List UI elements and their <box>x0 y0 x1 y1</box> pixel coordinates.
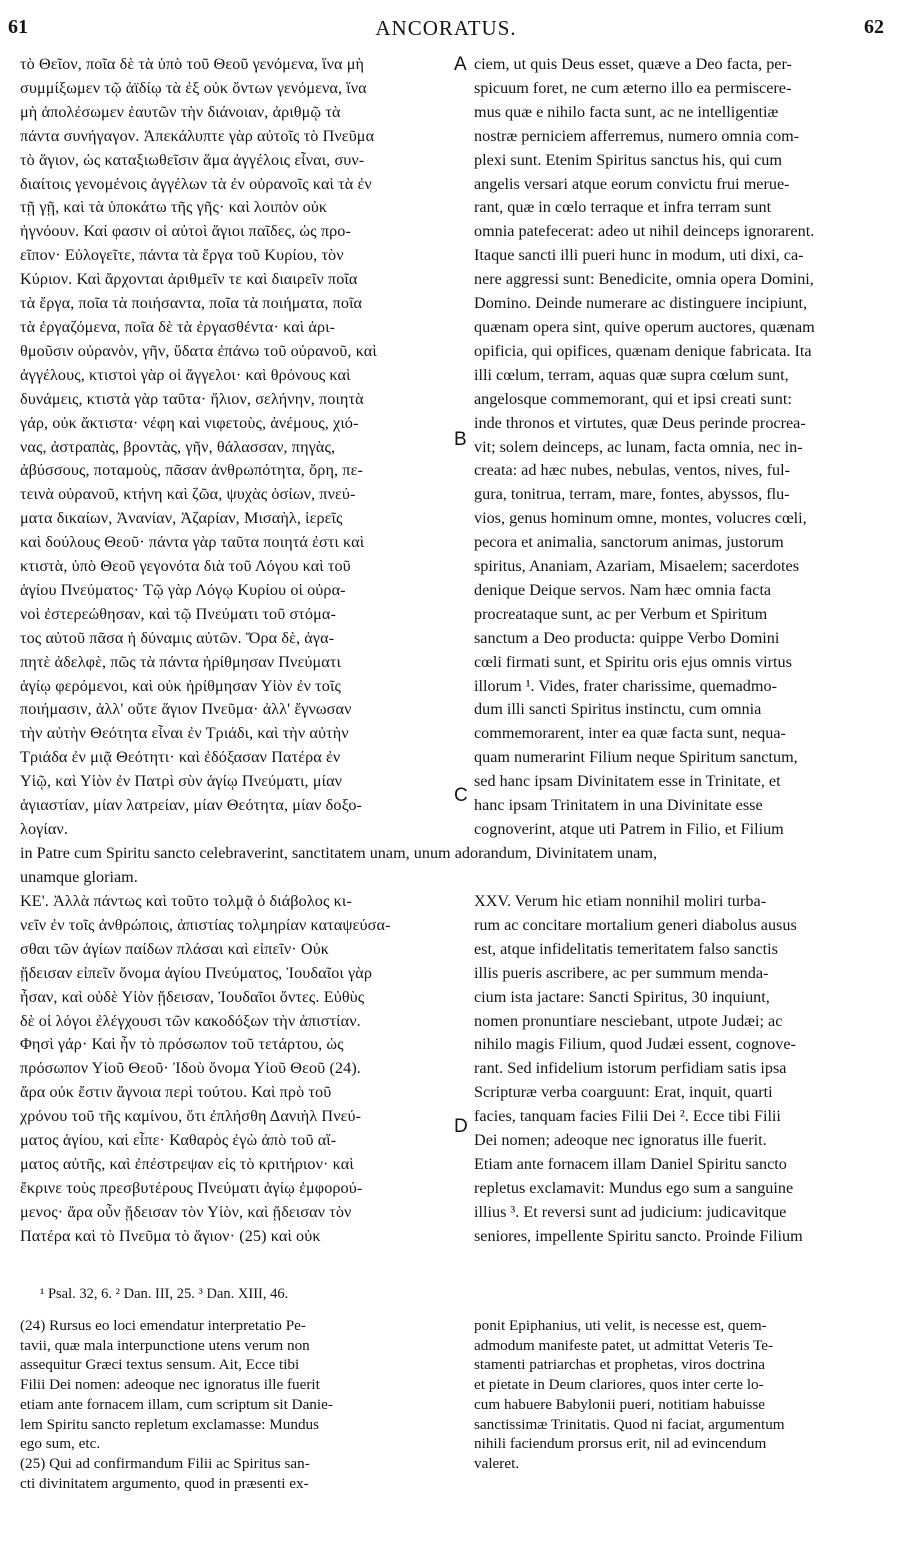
latin-line: sanctum a Deo producta: quippe Verbo Domini <box>474 628 780 647</box>
greek-line: ἦσαν, καὶ οὐδὲ Υἱὸν ᾔδεισαν, Ἰουδαῖοι ὄντες. Εὐθὺς <box>20 987 365 1006</box>
footnote-line: assequitur Græci textus sensum. Ait, Ecce tibi <box>20 1356 300 1374</box>
latin-line: cium ista jactare: Sancti Spiritus, 30 inquiunt, <box>474 987 770 1006</box>
margin-marker-b: B <box>454 429 467 450</box>
greek-line: ματος ἁγίου, καὶ εἶπε· Καθαρὸς ἐγὼ ἀπὸ τοῦ αἵ- <box>20 1131 337 1150</box>
margin-marker-c: C <box>454 785 468 806</box>
greek-line: ποιήμασιν, ἀλλ' οὔτε ἅγιον Πνεῦμα· ἀλλ' ἔγνωσαν <box>20 700 352 719</box>
greek-line: τεινὰ οὐρανοῦ, κτήνη καὶ ζῶα, ψυχὰς ὁσίων, πνεύ- <box>20 485 356 504</box>
footnote-line: ego sum, etc. <box>20 1435 101 1453</box>
greek-line: ἔκρινε τοὺς πρεσβυτέρους Πνεύματι ἁγίῳ ἐμφορού- <box>20 1178 363 1197</box>
footnote-line: cti divinitatem argumento, quod in præsenti ex- <box>20 1474 309 1492</box>
greek-line: λογίαν. <box>20 820 68 838</box>
latin-line: angelis versari atque eorum convictu frui merue- <box>474 174 790 193</box>
latin-line: nostræ perniciem afferremus, numero omnia com- <box>474 126 800 145</box>
running-header <box>8 16 884 44</box>
latin-line: Etiam ante fornacem illam Daniel Spiritu sancto <box>474 1154 787 1173</box>
greek-line: θμοῦσιν οὐρανὸν, γῆν, ὕδατα ἐπάνω τοῦ οὐρανοῦ, καὶ <box>20 341 377 360</box>
greek-line: Τριάδα ἐν μιᾷ Θεότητι· καὶ ἐδόξασαν Πατέρα ἐν <box>20 748 341 767</box>
footnote-line: Filii Dei nomen: adeoque nec ignoratus ille fuerit <box>20 1376 320 1394</box>
greek-line: τὴν αὐτὴν Θεότητα εἶναι ἐν Τριάδι, καὶ τὴν αὐτὴν <box>20 724 349 743</box>
latin-line: Scripturæ verba coarguunt: Erat, inquit, quarti <box>474 1083 773 1102</box>
latin-line: Dei nomen; adeoque nec ignoratus ille fuerit. <box>474 1131 767 1150</box>
latin-line: Domino. Deinde numerare ac distinguere incipiunt, <box>474 294 808 313</box>
greek-line: καὶ δούλους Θεοῦ· πάντα γὰρ ταῦτα ποιητά ἐστι καὶ <box>20 533 365 552</box>
footnote-line: ponit Epiphanius, uti velit, is necesse est, quem- <box>474 1317 767 1334</box>
latin-line: facies, tanquam facies Filii Dei ². Ecce tibi Filii <box>474 1107 781 1126</box>
full-width-line: unamque gloriam. <box>20 867 138 886</box>
greek-line: νοὶ ἐστερεώθησαν, καὶ τῷ Πνεύματι τοῦ στόμα- <box>20 604 336 623</box>
latin-line: XXV. Verum hic etiam nonnihil moliri turba- <box>474 892 767 910</box>
latin-line: pecora et animalia, sanctorum animas, justorum <box>474 533 784 552</box>
latin-text-column <box>474 53 884 842</box>
latin-line: plexi sunt. Etenim Spiritus sanctus his, qui cum <box>474 150 782 169</box>
latin-line: illius ³. Et reversi sunt ad judicium: judicavitque <box>474 1202 787 1221</box>
greek-line: τὰ ἔργα, ποῖα τὰ ποιήσαντα, ποῖα τὰ ποιήματα, ποῖα <box>20 294 363 313</box>
footnote-line: cum habuere Babylonii pueri, notitiam habuisse <box>474 1395 766 1413</box>
latin-line: nomen pronuntiare nesciebant, utpote Judæi; ac <box>474 1011 783 1030</box>
latin-line: ciem, ut quis Deus esset, quæve a Deo facta, per- <box>474 55 792 73</box>
greek-line: δὲ οἱ λόγοι ἐλέγχουσι τῶν κακοδόξων τὴν ἀπιστίαν. <box>20 1011 361 1030</box>
greek-line: χρόνου τοῦ τῆς καμίνου, ὅτι ἐπλήσθη Δανιὴλ Πνεύ- <box>20 1107 362 1126</box>
latin-line: nihilo magis Filium, quod Judæi essent, cognove- <box>474 1035 796 1054</box>
greek-line: δυνάμεις, κτιστὰ γὰρ ταῦτα· ἥλιον, σελήνην, ποιητὰ <box>20 389 364 408</box>
greek-line: ἁγίῳ φερόμενοι, καὶ οὐκ ἠρίθμησαν Υἱὸν ἐν τοῖς <box>20 676 341 695</box>
latin-line: quænam opera sint, quive operum auctores, quænam <box>474 317 815 336</box>
latin-line: seniores, impellente Spiritu sancto. Proinde Filium <box>474 1226 803 1245</box>
greek-line: μενος· ἄρα οὖν ᾔδεισαν τὸν Υἱὸν, καὶ ᾔδεισαν τὸν <box>20 1202 352 1221</box>
greek-line: κτιστὰ, ὑπὸ Θεοῦ γεγονότα διὰ τοῦ Λόγου καὶ τοῦ <box>20 557 351 576</box>
greek-line: τος αὐτοῦ πᾶσα ἡ δύναμις αὐτῶν. Ὅρα δὲ, ἀγα- <box>20 628 335 647</box>
greek-line: ἀγγέλους, κτιστοὶ γὰρ οἱ ἄγγελοι· καὶ θρόνους καὶ <box>20 365 351 384</box>
footnotes-left <box>20 1316 452 1493</box>
greek-line: διαίτοις γενομένοις ἀγγέλων τὰ ἐν οὐρανοῖς καὶ τὰ ἐν <box>20 174 372 193</box>
page-title: ANCORATUS. <box>375 16 517 40</box>
latin-line: illi cœlum, terram, aquas quæ supra cœlum sunt, <box>474 365 789 384</box>
greek-text-column-2 <box>20 890 452 1249</box>
footnote-line: etiam ante fornacem illam, cum scriptum sit Danie- <box>20 1395 333 1413</box>
greek-line: σθαι τῶν ἁγίων παίδων πλάσαι καὶ εἰπεῖν· Οὐκ <box>20 939 330 958</box>
footnotes-right <box>474 1316 884 1474</box>
greek-line: ματα δικαίων, Ἀνανίαν, Ἀζαρίαν, Μισαὴλ, ἱερεῖς <box>20 509 343 528</box>
margin-marker-d: D <box>454 1116 468 1137</box>
latin-line: gura, tonitrua, terram, mare, fontes, abyssos, flu- <box>474 485 790 504</box>
latin-line: vit; solem deinceps, ac lunam, facta omnia, nec in- <box>474 437 803 456</box>
greek-line: νεῖν ἐν τοῖς ἀνθρώποις, ἀπιστίας τολμηρίαν καταψεύσα- <box>20 915 391 934</box>
greek-line: ἄρα οὐκ ἔστιν ἄγνοια περὶ τούτου. Καὶ πρὸ τοῦ <box>20 1083 332 1102</box>
greek-line: πητὲ ἀδελφὲ, πῶς τὰ πάντα ἠρίθμησαν Πνεύματι <box>20 652 341 671</box>
greek-line: πρόσωπον Υἱοῦ Θεοῦ· Ἰδοὺ ὄνομα Υἱοῦ Θεοῦ (24). <box>20 1059 361 1078</box>
margin-marker-a: A <box>454 54 467 75</box>
full-width-text <box>20 842 884 890</box>
greek-line: ἀβύσσους, ποταμοὺς, πᾶσαν ἀνθρωπότητα, ὄρη, πε- <box>20 461 363 480</box>
latin-line: opificia, qui opifices, quænam denique fabricata. Ita <box>474 341 812 360</box>
greek-line: γάρ, οὐκ ἄκτιστα· νέφη καὶ νιφετοὺς, ἀνέμους, χιό- <box>20 413 359 432</box>
latin-line: spiritus, Ananiam, Azariam, Misaelem; sacerdotes <box>474 557 800 576</box>
latin-line: nere aggressi sunt: Benedicite, omnia opera Domini, <box>474 270 814 289</box>
greek-line: εῖπον· Εὐλογεῖτε, πάντα τὰ ἔργα τοῦ Κυρίου, τὸν <box>20 246 344 265</box>
greek-line: πάντα συνήγαγον. Ἀπεκάλυπτε γὰρ αὐτοῖς τὸ Πνεῦμα <box>20 126 375 145</box>
greek-line: ΚΕ'. Ἀλλὰ πάντως καὶ τοῦτο τολμᾷ ὁ διάβολος κι- <box>20 892 352 910</box>
footnote-line: (25) Qui ad confirmandum Filii ac Spiritus san- <box>20 1454 310 1472</box>
greek-line: Πατέρα καὶ τὸ Πνεῦμα τὸ ἅγιον· (25) καὶ οὐκ <box>20 1226 321 1245</box>
latin-line: hanc ipsam Trinitatem in una Divinitate esse <box>474 796 763 815</box>
latin-line: cognoverint, atque uti Patrem in Filio, et Filium <box>474 820 784 838</box>
latin-line: illis pueris ascribere, ac per summum menda- <box>474 963 769 982</box>
footnote-line: valeret. <box>474 1454 520 1472</box>
footnote-line: et pietate in Deum clariores, quos inter certe lo- <box>474 1376 764 1394</box>
greek-line: ἠγνόουν. Καί φασιν οἱ αὐτοὶ ἅγιοι παῖδες, ὡς προ- <box>20 222 351 241</box>
latin-line: spicuum foret, ne cum æterno illo ea permiscere- <box>474 78 792 97</box>
greek-line: Υἱῷ, καὶ Υἱὸν ἐν Πατρὶ σὺν ἁγίῳ Πνεύματι, μίαν <box>20 772 343 791</box>
greek-line: ἁγίου Πνεύματος· Τῷ γὰρ Λόγῳ Κυρίου οἱ οὐρα- <box>20 580 346 599</box>
footnote-line: stamenti patriarchas et prophetas, viros doctrina <box>474 1356 765 1374</box>
latin-line: dum illi sancti Spiritus instinctu, cum omnia <box>474 700 762 719</box>
latin-line: cœli firmati sunt, et Spiritu oris ejus omnis virtus <box>474 652 792 671</box>
latin-line: rant, quæ in cœlo terraque et infra terram sunt <box>474 198 772 217</box>
full-width-line: in Patre cum Spiritu sancto celebraverint, sanctitatem unam, unum adorandum, Divinitatem unam, <box>20 844 657 862</box>
latin-line: commemorarent, inter ea quæ facta sunt, nequa- <box>474 724 786 743</box>
latin-text-column-2 <box>474 890 884 1249</box>
footnote-line: admodum manifeste patet, ut admittat Veteris Te- <box>474 1336 774 1354</box>
latin-line: creata: ad hæc nubes, nebulas, ventos, nives, ful- <box>474 461 791 480</box>
greek-line: Κύριον. Καὶ ἄρχονται ἀριθμεῖν τε καὶ διαιρεῖν ποῖα <box>20 270 358 289</box>
footnote-line: nihili faciendum prorsus erit, nil ad evincendum <box>474 1435 767 1453</box>
latin-line: omnia patefecerat: adeo ut nihil deinceps ignorarent. <box>474 222 815 241</box>
greek-text-column <box>20 53 452 842</box>
latin-line: procreataque sunt, ac per Verbum et Spiritum <box>474 604 768 623</box>
latin-line: est, atque infidelitatis temeritatem falso sanctis <box>474 939 778 958</box>
greek-line: τῇ γῇ, καὶ τὰ ὑποκάτω τῆς γῆς· καὶ λοιπὸν οὐκ <box>20 198 328 217</box>
greek-line: νας, ἀστραπὰς, βροντὰς, γῆν, θάλασσαν, πηγὰς, <box>20 437 336 456</box>
latin-line: Itaque sancti illi pueri hunc in modum, uti dixi, ca- <box>474 246 804 265</box>
greek-line: μὴ ἀπολέσωμεν ἑαυτῶν τὴν διάνοιαν, ἀριθμῷ τὰ <box>20 102 341 121</box>
greek-line: ᾔδεισαν εἰπεῖν ὄνομα ἁγίου Πνεύματος, Ἰουδαῖοι γὰρ <box>20 963 372 982</box>
latin-line: inde thronos et virtutes, quæ Deus perinde procrea- <box>474 413 806 432</box>
greek-line: Φησὶ γάρ· Καὶ ἦν τὸ πρόσωπον τοῦ τετάρτου, ὡς <box>20 1035 344 1054</box>
footnote-line: sanctissimæ Trinitatis. Quod ni faciat, argumentum <box>474 1415 785 1433</box>
latin-line: illorum ¹. Vides, frater charissime, quemadmo- <box>474 676 777 695</box>
latin-line: rum ac concitare mortalium generi diabolus ausus <box>474 915 797 934</box>
greek-line: τὸ Θεῖον, ποῖα δὲ τὰ ὑπὸ τοῦ Θεοῦ γενόμενα, ἵνα μὴ <box>20 55 365 73</box>
latin-line: angelosque commemorant, qui et ipsi creati sunt: <box>474 389 792 408</box>
latin-line: repletus exclamavit: Mundus ego sum a sanguine <box>474 1178 794 1197</box>
footnote-line: tavii, quæ mala interpunctione utens verum non <box>20 1336 310 1354</box>
latin-line: mus quæ e nihilo facta sunt, ac ne intelligentiæ <box>474 102 779 121</box>
latin-line: sed hanc ipsam Divinitatem esse in Trinitate, et <box>474 772 781 791</box>
scripture-references: ¹ Psal. 32, 6. ² Dan. III, 25. ³ Dan. XIII, 46. <box>40 1286 289 1302</box>
page-number-left: 61 <box>8 16 28 38</box>
greek-line: τὰ ἐργαζόμενα, ποῖα δὲ τὰ ἐργασθέντα· καὶ ἀρι- <box>20 317 336 336</box>
greek-line: ἁγιαστίαν, μίαν λατρείαν, μίαν Θεότητα, μίαν δοξο- <box>20 796 363 815</box>
latin-line: vios, genus hominum omne, montes, volucres cœli, <box>474 509 807 528</box>
page-number-right: 62 <box>864 16 884 38</box>
greek-line: τὸ ἅγιον, ὡς καταξιωθεῖσιν ἅμα ἀγγέλοις εἶναι, συν- <box>20 150 365 169</box>
footnote-line: (24) Rursus eo loci emendatur interpretatio Pe- <box>20 1317 306 1334</box>
greek-line: συμμίξωμεν τῷ ἀϊδίῳ τὰ ἐξ οὐκ ὄντων γενόμενα, ἵνα <box>20 78 367 97</box>
latin-line: rant. Sed infidelium istorum perfidiam satis ipsa <box>474 1059 787 1078</box>
latin-line: quam numerarint Filium neque Spiritum sanctum, <box>474 748 798 767</box>
latin-line: denique Deique servos. Nam hæc omnia facta <box>474 580 772 599</box>
greek-line: ματος αὐτῆς, καὶ ἐπέστρεψαν εἰς τὸ κριτήριον· καὶ <box>20 1154 354 1173</box>
footnote-line: lem Spiritu sancto repletum exclamasse: Mundus <box>20 1415 320 1433</box>
